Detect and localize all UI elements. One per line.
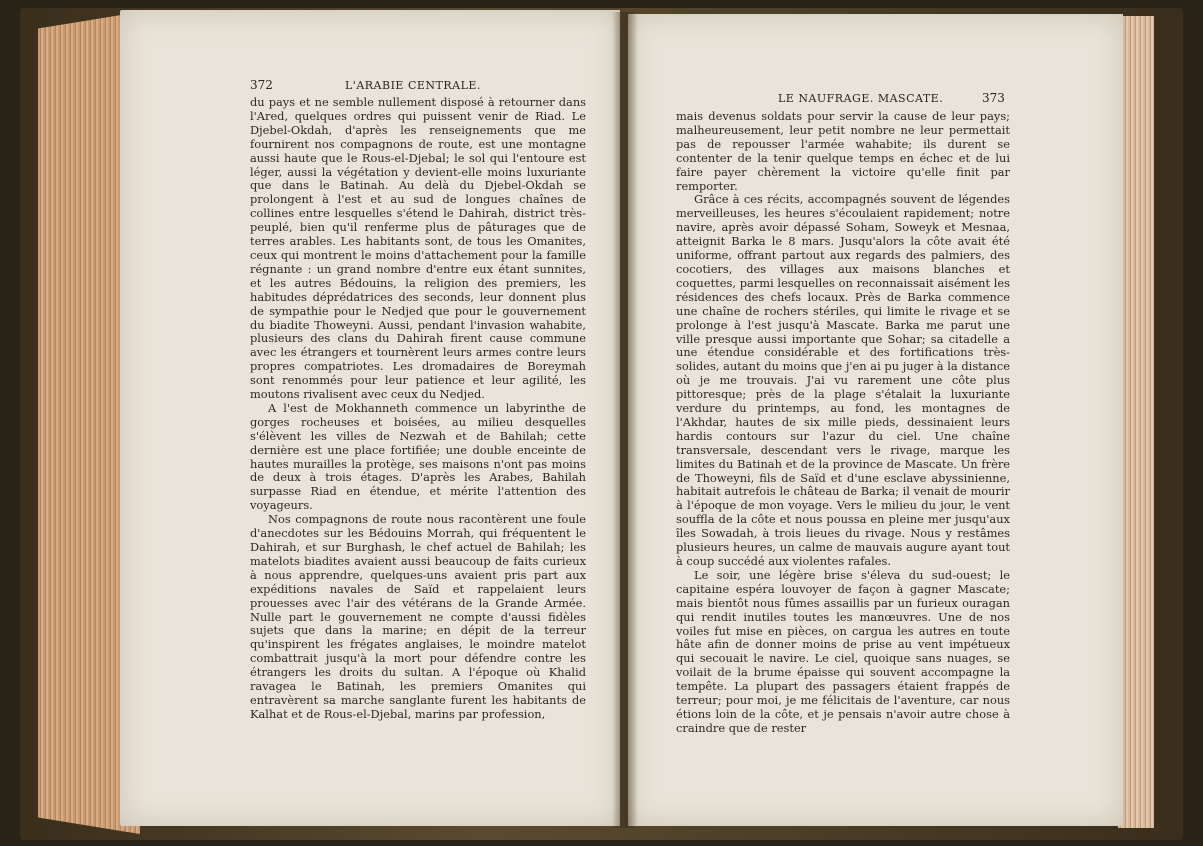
right-text-block [676,110,1010,736]
right-paragraph-2: Grâce à ces récits, accompagnés souvent de légendes merveilleuses, les heures s'écoulaient rapidement; notre navire, après avoir dépassé Soham, Soweyk et Mesnaa, atteignit Barka le 8 mars. Jusqu'alors la côte avait été uniforme, offrant partout aux regards des palmiers, des cocotiers, des villages aux maisons blanches et coquettes, parmi lesquelles on reconnaissait aisément les résidences des chefs locaux. Près de Barka commence une chaîne de rochers stériles, qui limite le rivage et se prolonge à l'est jusqu'à Mascate. Barka me parut une ville presque aussi importante que Sohar; sa citadelle a une étendue considérable et des fortifications très-solides, autant du moins que j'en ai pu juger à la distance où je me trouvais. J'ai vu rarement une côte plus pittoresque; près de la plage s'étalait la luxuriante verdure du printemps, au fond, les montagnes de l'Akhdar, hautes de six mille pieds, dessinaient leurs hardis contours sur l'azur du ciel. Une chaîne transversale, descendant vers le rivage, marque les limites du Batinah et de la province de Mascate. Un frère de Thoweyni, fils de Saïd et d'une esclave abyssinienne, habitait autrefois le château de Barka; il venait de mourir à l'époque de mon voyage. Vers le milieu du jour, le vent souffla de la côte et nous poussa en pleine mer jusqu'aux îles Sowadah, à trois lieues du rivage. Nous y restâmes plusieurs heures, un calme de mauvais augure ayant tout à coup succédé aux violentes rafales. [676,192,1010,568]
left-running-head: L'ARABIE CENTRALE. [345,79,481,92]
left-paragraph-1: du pays et ne semble nullement disposé à retourner dans l'Ared, quelques ordres qui puissent venir de Riad. Le Djebel-Okdah, d'après les renseignements que me fournirent nos compagnons de route, est une montagne aussi haute que le Rous-el-Djebal; le sol qui l'entoure est léger, aussi la végétation y devient-elle moins luxuriante que dans le Batinah. Au delà du Djebel-Okdah se prolongent à l'est et au sud de longues chaînes de collines entre lesquelles s'étend le Dahirah, district très-peuplé, bien qu'il renferme plus de pâturages que de terres arables. Les habitants sont, de tous les Omanites, ceux qui montrent le moins d'attachement pour la famille régnante : un grand nombre d'entre eux étant sunnites, et les autres Bédouins, la religion des premiers, les habitudes déprédatrices des seconds, leur donnent plus de sympathie pour le Nedjed que pour le gouvernement du biadite Thoweyni. Aussi, pendant l'invasion wahabite, plusieurs des clans du Dahirah firent cause commune avec les étrangers et tournèrent leurs armes contre leurs propres compatriotes. Les dromadaires de Boreymah sont renommés pour leur patience et leur agilité, les moutons rivalisent avec ceux du Nedjed. [250,95,586,402]
page-edges-right [1118,16,1154,828]
left-paragraph-3: Nos compagnons de route nous racontèrent une foule d'anecdotes sur les Bédouins Morrah, qui fréquentent le Dahirah, et sur Burghash, le chef actuel de Bahilah; les matelots biadites avaient aussi beaucoup de faits curieux à nous apprendre, quelques-uns avaient pris part aux expéditions navales de Saïd et rappelaient leurs prouesses avec l'air des vétérans de la Grande Armée. Nulle part le gouvernement ne compte d'aussi fidèles sujets que dans la marine; en dépit de la terreur qu'inspirent les frégates anglaises, le moindre matelot combattrait jusqu'à la mort pour défendre contre les étrangers les droits du sultan. A l'époque où Khalid ravagea le Batinah, les premiers Omanites qui entravèrent sa marche sanglante furent les habitants de Kalhat et de Rous-el-Djebal, marins par profession, [250,512,586,721]
right-running-head: LE NAUFRAGE. MASCATE. [778,92,944,105]
left-page-number: 372 [250,78,273,92]
right-paragraph-3: Le soir, une légère brise s'éleva du sud-ouest; le capitaine espéra louvoyer de façon à gagner Mascate; mais bientôt nous fûmes assaillis par un furieux ouragan qui rendit inutiles toutes les manœuvres. Une de nos voiles fut mise en pièces, on cargua les autres en toute hâte afin de donner moins de prise au vent impétueux qui secouait le navire. Le ciel, quoique sans nuages, se voilait de la brume épaisse qui souvent accompagne la tempête. La plupart des passagers étaient frappés de terreur; pour moi, je me félicitais de l'aventure, car nous étions loin de la côte, et je pensais n'avoir autre chose à craindre que de rester [676,567,1010,735]
left-paragraph-2: A l'est de Mokhanneth commence un labyrinthe de gorges rocheuses et boisées, au milieu desquelles s'élèvent les villes de Nezwah et de Bahilah; cette dernière est une place fortifiée; une double enceinte de hautes murailles la protège, ses maisons n'ont pas moins de deux à trois étages. D'après les Arabes, Bahilah surpasse Riad en étendue, et mérite l'attention des voyageurs. [250,400,586,513]
left-text-block [250,96,586,722]
right-paragraph-1: mais devenus soldats pour servir la cause de leur pays; malheureusement, leur petit nombre ne leur permettait pas de repousser l'armée wahabite; ils durent se contenter de la tenir quelque temps en échec et de lui faire payer chèrement la victoire qu'elle finit par remporter. [676,109,1010,193]
book-gutter [612,12,638,828]
right-page-number: 373 [982,91,1005,105]
